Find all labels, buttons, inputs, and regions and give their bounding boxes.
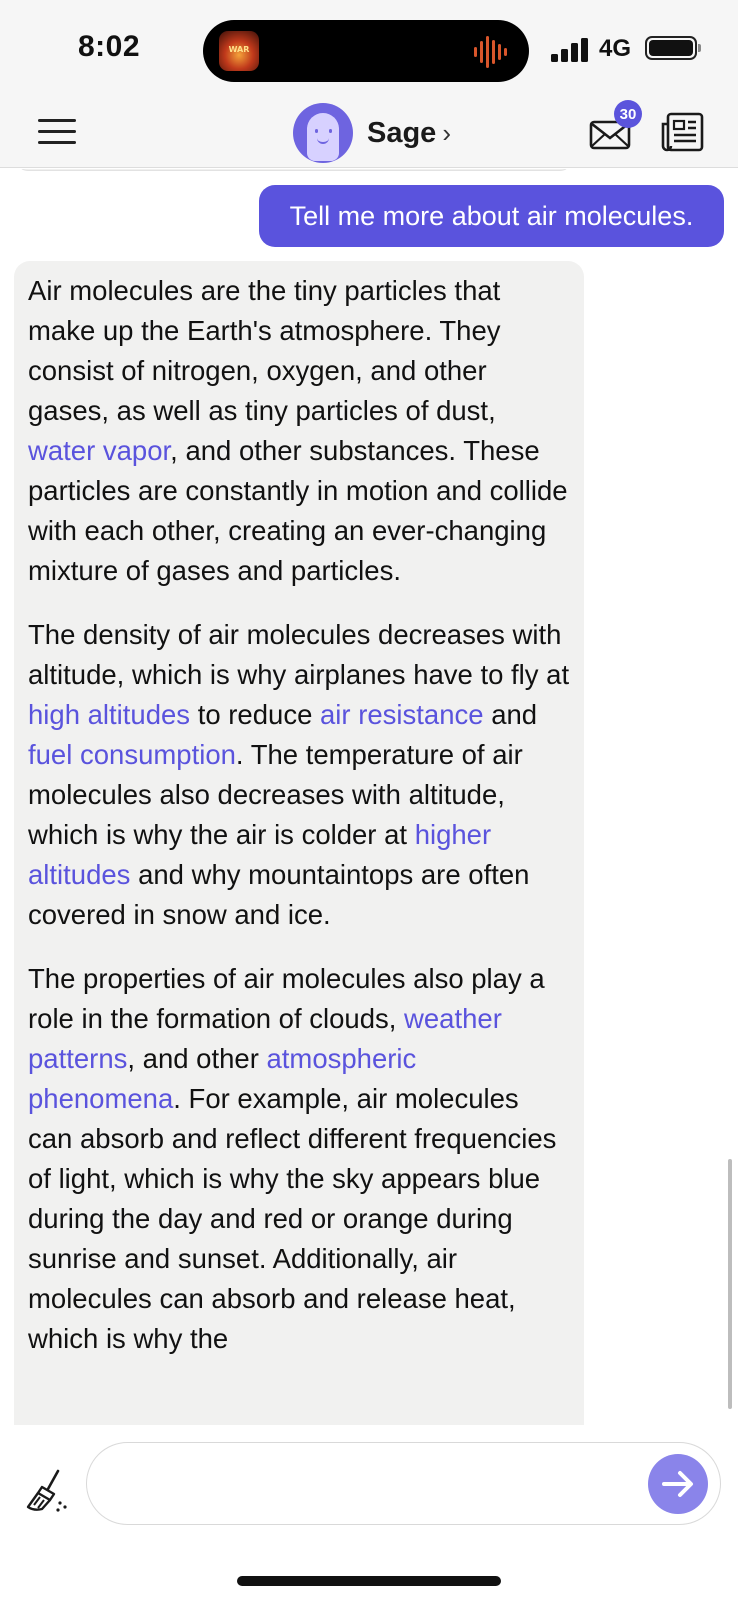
send-button[interactable] xyxy=(648,1454,708,1514)
reply-paragraph-1: Air molecules are the tiny particles that make up the Earth's atmosphere. They consist of nitrogen, oxygen, and other gases, as well as tiny particles of dust, water vapor, and other substances. These particles are constantly in motion and collide with each other, creating an ever-changing mixture of gases and particles. xyxy=(28,275,568,586)
bot-message[interactable] xyxy=(14,261,584,1425)
previous-message-edge xyxy=(16,169,572,171)
home-indicator[interactable] xyxy=(237,1576,501,1586)
bot-profile-button[interactable] xyxy=(293,100,451,166)
chevron-right-icon: › xyxy=(442,117,451,148)
scrollbar[interactable] xyxy=(728,1159,732,1409)
bot-avatar xyxy=(293,103,353,163)
bot-name: Sage xyxy=(367,116,437,149)
reply-paragraph-3: The properties of air molecules also play a role in the formation of clouds, weather patterns, and other atmospheric phenomena. For example, air molecules can absorb and reflect different frequencies of light, which is why the sky appears blue during the day and red or orange during sunrise and sunset. Additionally, air molecules can absorb and release heat, which is why the xyxy=(28,963,557,1354)
chat-header xyxy=(0,100,738,168)
status-time: 8:02 xyxy=(78,30,141,63)
link-weather-patterns[interactable]: weather patterns xyxy=(28,1003,502,1074)
live-activity-app-icon: WAR xyxy=(219,31,259,71)
broom-icon[interactable] xyxy=(24,1467,72,1515)
composer xyxy=(0,1425,738,1600)
message-input-container[interactable] xyxy=(86,1442,721,1525)
link-atmospheric-phenomena[interactable]: atmospheric phenomena xyxy=(28,1043,417,1114)
newspaper-icon[interactable] xyxy=(660,110,706,154)
link-higher-altitudes[interactable]: higher altitudes xyxy=(28,819,492,890)
link-high-altitudes[interactable]: high altitudes xyxy=(28,699,191,730)
link-air-resistance[interactable]: air resistance xyxy=(320,699,484,730)
link-fuel-consumption[interactable]: fuel consumption xyxy=(28,739,236,770)
link-water-vapor[interactable]: water vapor xyxy=(28,435,171,466)
audio-waveform-icon xyxy=(473,34,509,70)
battery-icon xyxy=(645,36,697,60)
reply-paragraph-2: The density of air molecules decreases with altitude, which is why airplanes have to fly at high altitudes to reduce air resistance and fuel consumption. The temperature of air molecules also decreases with altitude, which is why the air is colder at higher altitudes and why mountaintops are often covered in snow and ice. xyxy=(28,619,570,930)
user-message[interactable]: Tell me more about air molecules. xyxy=(259,185,724,247)
status-bar xyxy=(0,0,738,100)
dynamic-island[interactable] xyxy=(203,20,529,82)
chat-thread[interactable] xyxy=(0,169,738,1425)
cellular-signal-icon xyxy=(551,38,591,62)
unread-badge: 30 xyxy=(614,100,642,128)
network-type: 4G xyxy=(599,35,632,62)
menu-button[interactable] xyxy=(36,114,80,150)
message-input[interactable] xyxy=(109,1457,619,1509)
arrow-right-icon xyxy=(648,1454,708,1514)
